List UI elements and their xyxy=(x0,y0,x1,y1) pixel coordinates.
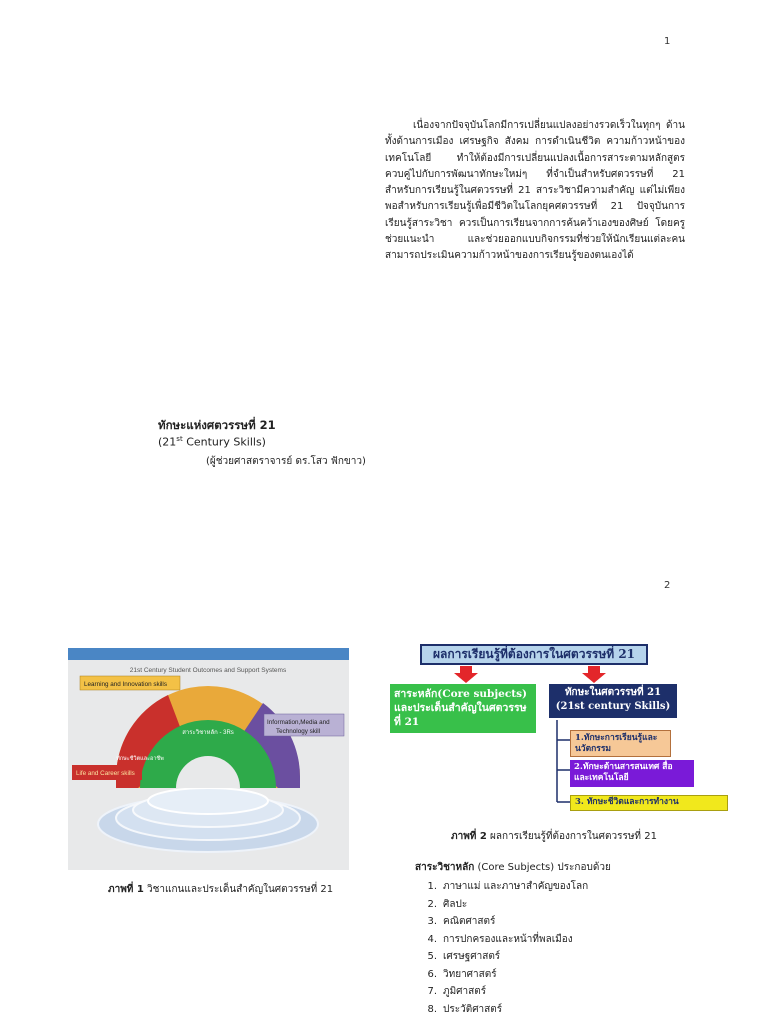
figure-1-caption: ภาพที่ 1 วิชาแกนและประเด็นสำคัญในศตวรรษที่ 21 xyxy=(108,884,334,895)
skill-learning-innovation: 1.ทักษะการเรียนรู้และนวัตกรรม xyxy=(570,730,671,757)
list-item-number: 3. xyxy=(427,916,437,927)
list-item-number: 5. xyxy=(427,951,437,962)
list-item xyxy=(415,913,588,931)
list-item-number: 6. xyxy=(427,968,437,980)
arch-red-label: ทักษะชีวิตและอาชีพ xyxy=(116,756,164,762)
list-item-number: 2. xyxy=(427,898,437,910)
label-info: Information,Media and Technology skill xyxy=(267,719,330,735)
list-item xyxy=(415,896,588,914)
skill-life-career: 3. ทักษะชีวิตและการทำงาน xyxy=(570,795,728,811)
down-arrow-left-icon xyxy=(454,666,478,683)
list-item-text: ภาษาแม่ และภาษาสำคัญของโลก xyxy=(443,881,589,892)
list-item-text: ภูมิศาสตร์ xyxy=(443,986,487,997)
list-item-number: 1. xyxy=(427,881,437,892)
core-subjects-heading: สาระวิชาหลัก (Core Subjects) ประกอบด้วย xyxy=(415,862,611,873)
list-item xyxy=(415,1001,588,1019)
list-item-text: คณิตศาสตร์ xyxy=(443,916,496,927)
core-subjects-list xyxy=(415,878,588,1018)
page-title: ทักษะแห่งศตวรรษที่ 21 xyxy=(158,418,276,432)
figure-header-text: 21st Century Student Outcomes and Support Systems xyxy=(129,667,287,674)
rainbow-diagram xyxy=(68,648,349,870)
ring-1 xyxy=(148,788,268,814)
list-item-text: เศรษฐศาสตร์ xyxy=(443,951,501,962)
arch-green-label: สาระวิชาหลัก - 3Rs xyxy=(182,730,234,736)
label-learning: Learning and Innovation skills xyxy=(84,681,167,688)
list-item xyxy=(415,931,588,949)
list-item-number: 7. xyxy=(427,986,437,997)
page-number-1: 1 xyxy=(664,36,671,47)
page-subtitle: (21st Century Skills) xyxy=(158,435,266,449)
list-item-text: การปกครองและหน้าที่พลเมือง xyxy=(443,933,573,945)
outcomes-banner: ผลการเรียนรู้ที่ต้องการในศตวรรษที่ 21 xyxy=(420,644,648,665)
page-number-2: 2 xyxy=(664,580,671,591)
figure-2-caption: ภาพที่ 2 ผลการเรียนรู้ที่ต้องการในศตวรรษที่ 21 xyxy=(451,831,657,842)
list-item xyxy=(415,878,588,896)
down-arrow-right-icon xyxy=(582,666,606,683)
list-item-number: 4. xyxy=(427,933,437,945)
core-subjects-box: สาระหลัก(Core subjects) และประเด็นสำคัญในศตวรรษที่ 21 xyxy=(390,684,536,733)
skill-info-media-tech: 2.ทักษะด้านสารสนเทศ สื่อ และเทคโนโลยี xyxy=(570,760,694,787)
list-item-text: วิทยาศาสตร์ xyxy=(443,968,497,980)
figure-1-rainbow-diagram xyxy=(68,648,349,870)
list-item xyxy=(415,948,588,966)
list-item-text: ประวัติศาสตร์ xyxy=(443,1003,503,1015)
intro-paragraph: เนื่องจากปัจจุบันโลกมีการเปลี่ยนแปลงอย่างรวดเร็วในทุกๆ ด้าน ทั้งด้านการเมือง เศรษฐกิจ สังคม การดำเนินชีวิต ความก้าวหน้าของเทคโนโลยี ทำให้ต้องมีการเปลี่ยนแปลงเนื้อการสาระตามหลักสูตรควบคู่ไปกับการพัฒนาทักษะใหม่ๆ ที่จำเป็นสำหรับศตวรรษที่ 21 สำหรับการเรียนรู้ในศตวรรษที่ 21 สาระวิชามีความสำคัญ แต่ไม่เพียงพอสำหรับการเรียนรู้เพื่อมีชีวิตในโลกยุคศตวรรษที่ 21 ปัจจุบันการเรียนรู้สาระวิชา ควรเป็นการเรียนจากการค้นคว้าเองของศิษย์ โดยครูช่วยแนะนำ และช่วยออกแบบกิจกรรมที่ช่วยให้นักเรียนแต่ละคนสามารถประเมินความก้าวหน้าของการเรียนรู้ของตนเองได้ xyxy=(385,120,685,262)
list-item xyxy=(415,966,588,984)
century-skills-box: ทักษะในศตวรรษที่ 21 (21st century Skills) xyxy=(549,684,677,718)
list-item-number: 8. xyxy=(427,1003,437,1015)
figure-2-outcomes-diagram xyxy=(385,640,730,815)
author-line: (ผู้ช่วยศาสตราจารย์ ดร.โสว ฟักขาว) xyxy=(206,456,366,467)
tree-connector xyxy=(557,720,570,802)
figure-header-bar xyxy=(68,648,349,660)
list-item-text: ศิลปะ xyxy=(443,898,468,910)
label-life: Life and Career skills xyxy=(76,770,135,777)
list-item xyxy=(415,983,588,1001)
